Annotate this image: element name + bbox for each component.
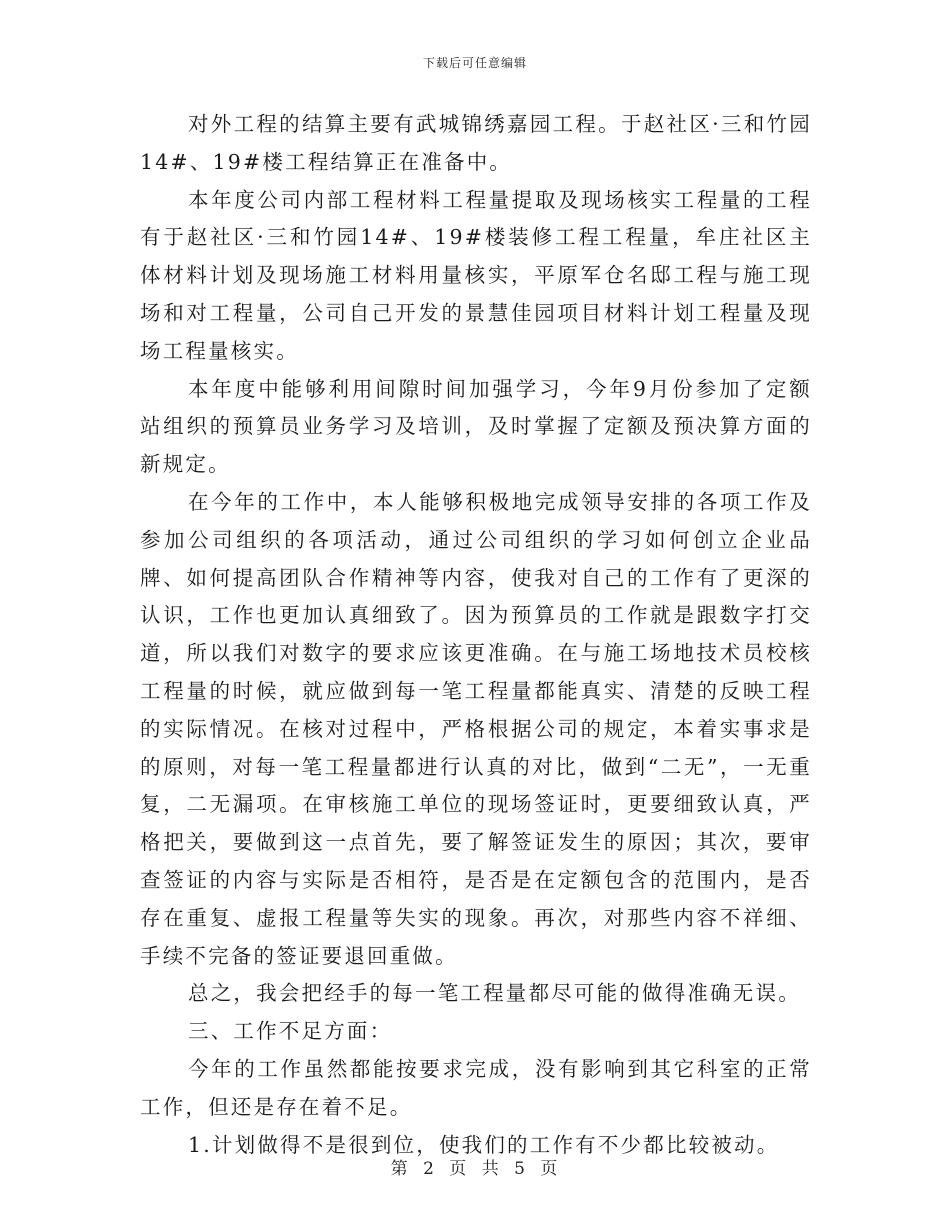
paragraph-work-attitude: 在今年的工作中，本人能够积极地完成领导安排的各项工作及参加公司组织的各项活动，通过公司组织的学习如何创立企业品牌、如何提高团队合作精神等内容，使我对自己的工作有了更深的认识，工作也更加认真细致了。因为预算员的工作就是跟数字打交道，所以我们对数字的要求应该更准确。在与施工场地技术员校核工程量的时候，就应做到每一笔工程量都能真实、清楚的反映工程的实际情况。在核对过程中，严格根据公司的规定，本着实事求是的原则，对每一笔工程量都进行认真的对比，做到“二无”，一无重复，二无漏项。在审核施工单位的现场签证时，更要细致认真，严格把关，要做到这一点首先，要了解签证发生的原因；其次，要审查签证的内容与实际是否相符，是否是在定额包含的范围内，是否存在重复、虚报工程量等失实的现象。再次，对那些内容不祥细、手续不完备的签证要退回重做。 <box>140 489 812 968</box>
section-heading-shortcomings: 三、工作不足方面： <box>188 1019 393 1044</box>
paragraph-settlement: 对外工程的结算主要有武城锦绣嘉园工程。于赵社区·三和竹园14#、19#楼工程结算正在准备中。 <box>140 112 812 174</box>
paragraph-summary: 总之，我会把经手的每一笔工程量都尽可能的做得准确无误。 <box>188 981 801 1006</box>
list-item-shortcoming-1: 1.计划做得不是很到位，使我们的工作有不少都比较被动。 <box>188 1132 780 1157</box>
body-text <box>140 106 812 1164</box>
page-number-footer: 第 2 页 共 5 页 <box>390 1159 560 1179</box>
header-note: 下载后可任意编辑 <box>422 56 527 70</box>
paragraph-shortcomings-intro: 今年的工作虽然都能按要求完成，没有影响到其它科室的正常工作，但还是存在着不足。 <box>140 1056 812 1119</box>
paragraph-study: 本年度中能够利用间隙时间加强学习，今年9月份参加了定额站组织的预算员业务学习及培训，及时掌握了定额及预决算方面的新规定。 <box>140 376 812 477</box>
paragraph-internal-quantities: 本年度公司内部工程材料工程量提取及现场核实工程量的工程有于赵社区·三和竹园14#、19#楼装修工程工程量，牟庄社区主体材料计划及现场施工材料用量核实，平原军仓名邸工程与施工现场和对工程量，公司自己开发的景慧佳园项目材料计划工程量及现场工程量核实。 <box>140 187 812 363</box>
